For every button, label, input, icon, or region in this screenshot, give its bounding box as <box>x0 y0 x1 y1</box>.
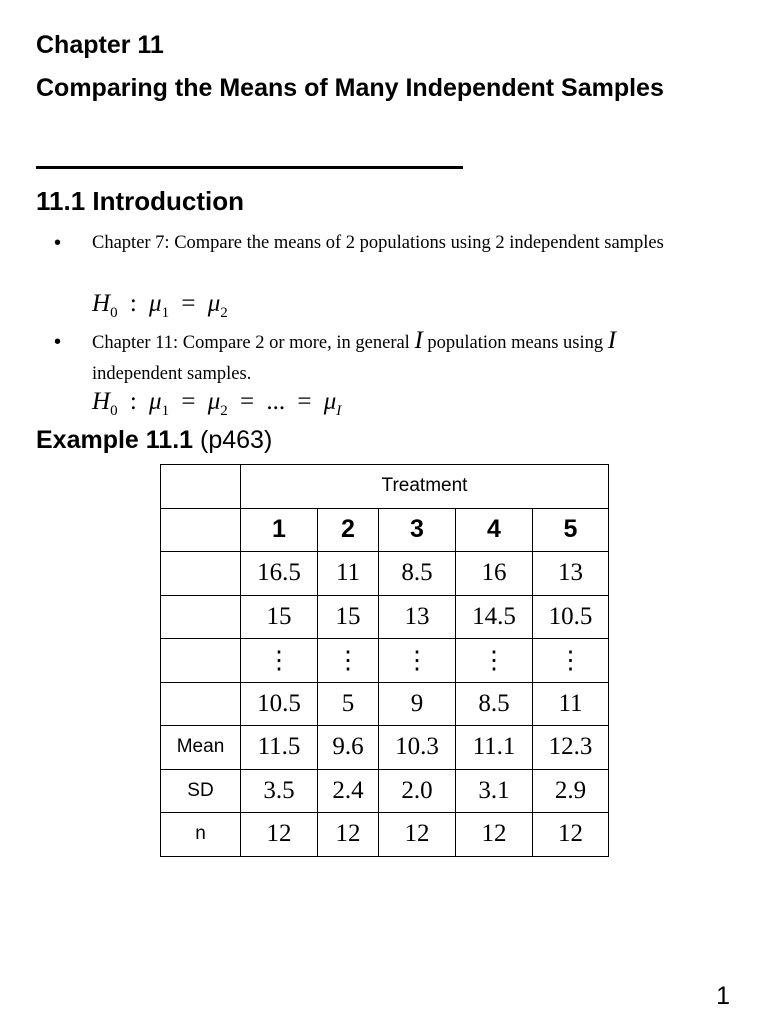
table-cell: 13 <box>379 595 456 639</box>
table-cell: 15 <box>318 595 379 639</box>
treatment-number: 5 <box>533 508 609 552</box>
table-cell: 12 <box>241 813 318 857</box>
table-cell: 15 <box>241 595 318 639</box>
table-row-n <box>161 813 609 857</box>
treatment-header: Treatment <box>241 465 609 509</box>
table-cell <box>161 508 241 552</box>
table-cell: 11 <box>533 682 609 726</box>
bullet-icon: • <box>54 331 62 353</box>
table-row <box>161 595 609 639</box>
treatment-number: 2 <box>318 508 379 552</box>
table-header-row <box>161 465 609 509</box>
table-cell: 2.4 <box>318 769 379 813</box>
table-cell: 12.3 <box>533 726 609 770</box>
chapter-label: Chapter 11 <box>36 31 164 59</box>
bullet-text-chapter-11: Chapter 11: Compare 2 or more, in general I population means using I independent samples. <box>92 327 617 384</box>
example-heading: Example 11.1 (p463) <box>36 426 273 454</box>
title-divider <box>36 166 463 169</box>
table-cell: ⋮ <box>318 639 379 683</box>
bullet-text-chapter-7: Chapter 7: Compare the means of 2 populations using 2 independent samples <box>92 233 664 253</box>
table-cell: 12 <box>379 813 456 857</box>
treatment-number-row <box>161 508 609 552</box>
table-cell: 5 <box>318 682 379 726</box>
table-cell: 9 <box>379 682 456 726</box>
table-cell: 11 <box>318 552 379 596</box>
table-cell: 2.0 <box>379 769 456 813</box>
treatment-number: 4 <box>456 508 533 552</box>
table-row <box>161 682 609 726</box>
bullet-icon: • <box>54 232 62 254</box>
table-cell: 11.5 <box>241 726 318 770</box>
table-cell: 12 <box>318 813 379 857</box>
table-cell: 10.5 <box>241 682 318 726</box>
table-cell: 13 <box>533 552 609 596</box>
table-row <box>161 552 609 596</box>
row-label <box>161 595 241 639</box>
table-row-sd <box>161 769 609 813</box>
table-cell: ⋮ <box>379 639 456 683</box>
table-cell: 3.5 <box>241 769 318 813</box>
treatment-data-table <box>160 464 609 857</box>
table-cell: 12 <box>456 813 533 857</box>
table-cell: 11.1 <box>456 726 533 770</box>
table-row-ellipsis <box>161 639 609 683</box>
hypothesis-many-means: $H_0$ : $\mu_1 = \mu_2$ = ... = $\mu_I$ <box>92 388 342 419</box>
treatment-number: 1 <box>241 508 318 552</box>
hypothesis-two-means: $H_0$ : $\mu_1 = \mu_2$ <box>92 290 228 321</box>
table-corner-cell <box>161 465 241 509</box>
row-label-mean: Mean <box>161 726 241 770</box>
table-cell: ⋮ <box>533 639 609 683</box>
table-cell: 12 <box>533 813 609 857</box>
table-cell: 9.6 <box>318 726 379 770</box>
row-label <box>161 639 241 683</box>
table-cell: 16 <box>456 552 533 596</box>
section-heading: 11.1 Introduction <box>36 186 245 216</box>
table-cell: 3.1 <box>456 769 533 813</box>
table-cell: 10.5 <box>533 595 609 639</box>
row-label <box>161 552 241 596</box>
page-number: 1 <box>716 982 730 1010</box>
table-cell: 8.5 <box>456 682 533 726</box>
row-label-n: n <box>161 813 241 857</box>
table-cell: ⋮ <box>241 639 318 683</box>
table-cell: 14.5 <box>456 595 533 639</box>
chapter-title: Comparing the Means of Many Independent Samples <box>36 74 664 102</box>
table-cell: 8.5 <box>379 552 456 596</box>
treatment-number: 3 <box>379 508 456 552</box>
table-row-mean <box>161 726 609 770</box>
row-label-sd: SD <box>161 769 241 813</box>
table-cell: 2.9 <box>533 769 609 813</box>
table-cell: ⋮ <box>456 639 533 683</box>
table-cell: 16.5 <box>241 552 318 596</box>
row-label <box>161 682 241 726</box>
table-cell: 10.3 <box>379 726 456 770</box>
